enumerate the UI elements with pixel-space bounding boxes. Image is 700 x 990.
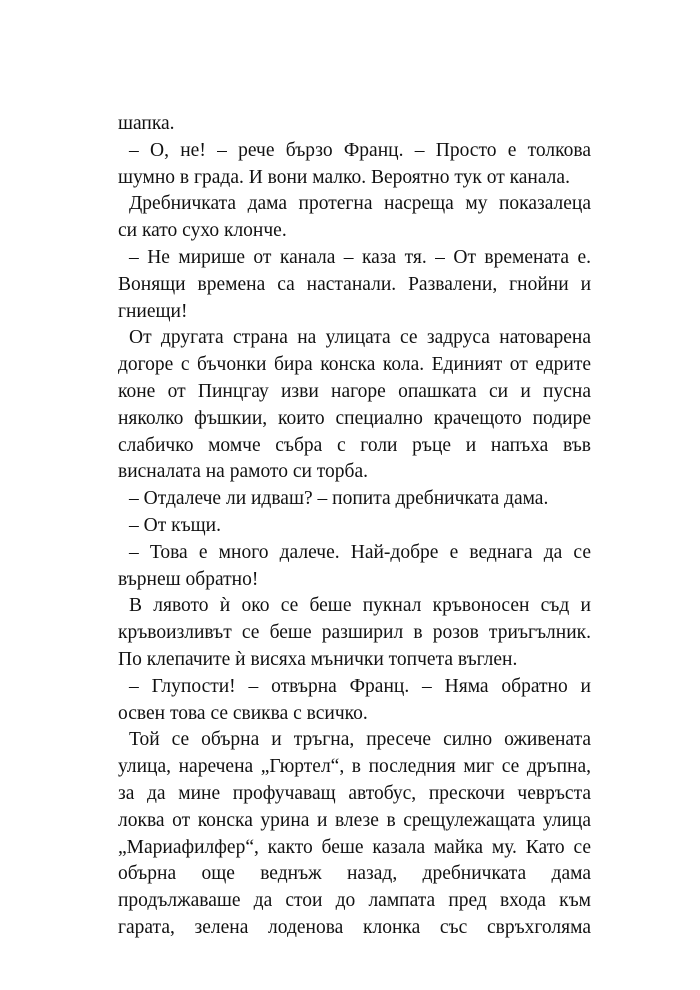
text-line: кръвоизливът се беше разширил в розов триъгълник. xyxy=(118,622,591,644)
text-line: улица, наречена „Гюртел“, в последния миг се дръпна, xyxy=(118,756,591,778)
text-line: Той се обърна и тръгна, пресече силно оживената xyxy=(129,729,591,751)
text-line: освен това се свиква с всичко. xyxy=(118,702,368,724)
text-line: шапка. xyxy=(118,113,175,134)
paragraph xyxy=(118,111,591,138)
paragraph xyxy=(118,325,591,486)
text-line: „Мариафилфер“, както беше казала майка му. Като се xyxy=(118,836,591,858)
paragraph xyxy=(118,245,591,325)
paragraph xyxy=(118,593,591,673)
text-line: обърна още веднъж назад, дребничката дама xyxy=(118,863,591,885)
paragraph xyxy=(118,540,591,594)
text-line: – Не мирише от канала – каза тя. – От времената е. xyxy=(129,246,591,268)
text-line: От другата страна на улицата се задруса натоварена xyxy=(129,327,591,349)
text-line: догоре с бъчонки бира конска кола. Единият от едрите xyxy=(118,354,591,376)
text-line: – От къщи. xyxy=(129,514,221,536)
text-line: гарата, зелена лоденова клонка със свръхголяма xyxy=(118,916,591,938)
paragraph xyxy=(118,138,591,192)
text-line: върнеш обратно! xyxy=(118,568,259,590)
text-line: висналата на рамото си торба. xyxy=(118,461,369,483)
paragraph xyxy=(118,727,591,941)
text-line: шумно в града. И вони малко. Вероятно тук от канала. xyxy=(118,166,570,188)
paragraph xyxy=(118,486,591,513)
text-line: локва от конска урина и влезе в срещулежащата улица xyxy=(118,809,591,831)
text-line: Вонящи времена са настанали. Развалени, гнойни и xyxy=(118,273,591,295)
text-line: – Глупости! – отвърна Франц. – Няма обратно и xyxy=(129,675,591,697)
text-line: гниещи! xyxy=(118,300,188,322)
text-line: В лявото ѝ око се беше пукнал кръвоносен съд и xyxy=(129,595,591,617)
text-line: за да мине профучаващ автобус, прескочи чевръста xyxy=(118,782,591,804)
paragraph xyxy=(118,674,591,728)
text-line: продължаваше да стои до лампата пред входа към xyxy=(118,890,591,912)
paragraph xyxy=(118,513,591,540)
text-line: си като сухо клонче. xyxy=(118,220,287,242)
text-line: – О, не! – рече бързо Франц. – Просто е толкова xyxy=(129,139,591,161)
text-line: – Отдалече ли идваш? – попита дребничката дама. xyxy=(129,488,549,510)
text-line: По клепачите ѝ висяха мънички топчета въглен. xyxy=(118,648,518,670)
text-line: – Това е много далече. Най-добре е веднага да се xyxy=(129,541,591,563)
page-text xyxy=(118,111,591,942)
text-line: Дребничката дама протегна насреща му показалеца xyxy=(129,193,591,215)
text-line: слабичко момче събра с голи ръце и напъха във xyxy=(118,434,591,456)
text-line: коне от Пинцгау изви нагоре опашката си и пусна xyxy=(118,380,591,402)
text-line: няколко фъшкии, които специално крачещото подире xyxy=(118,407,591,429)
paragraph xyxy=(118,191,591,245)
